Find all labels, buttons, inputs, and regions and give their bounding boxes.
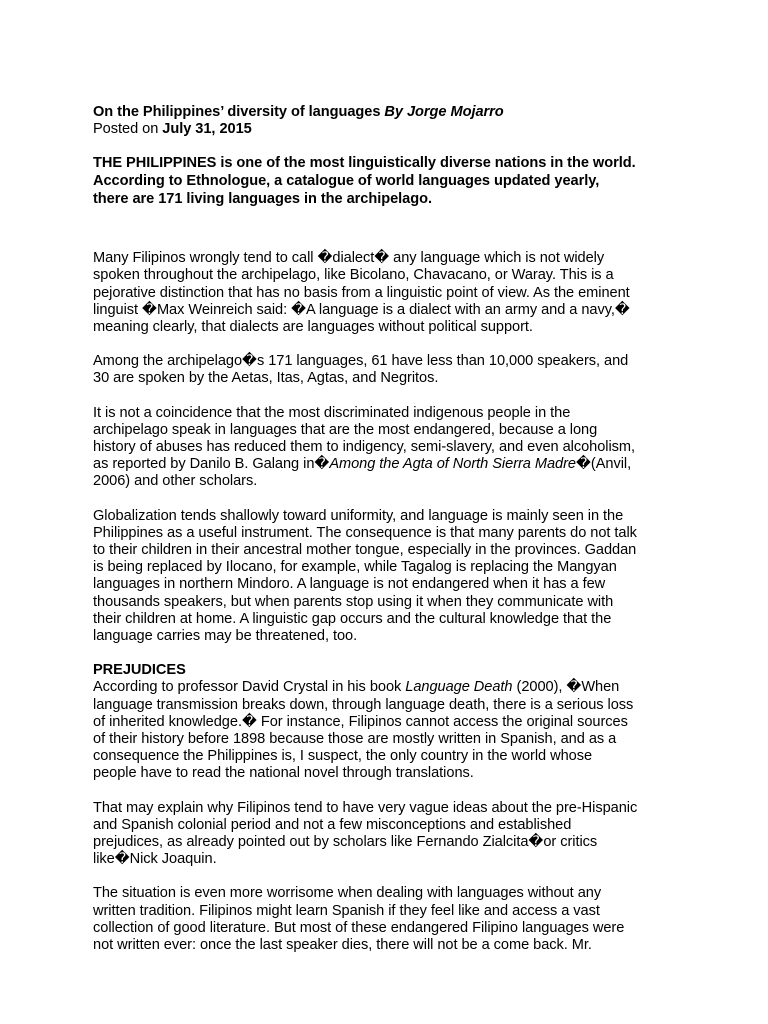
text-span: as reported by Danilo B. Galang in� — [93, 456, 330, 473]
paragraph-line: archipelago speak in languages that are the most endangered, because a long — [93, 421, 598, 438]
lead-line: THE PHILIPPINES is one of the most linguistically diverse nations in the world. — [93, 155, 636, 172]
paragraph-line: thousands speakers, but when parents stop using it when they communicate with — [93, 593, 614, 610]
book-title: Language Death — [405, 679, 513, 696]
paragraph-line: Among the archipelago�s 171 languages, 61 have less than 10,000 speakers, and — [93, 353, 629, 370]
paragraph-line: of inherited knowledge.� For instance, Filipinos cannot access the original sources — [93, 713, 628, 730]
paragraph-written-tradition — [93, 885, 693, 954]
paragraph-line: of their history before 1898 because those are mostly written in Spanish, and as a — [93, 731, 617, 748]
paragraph-line: their children at home. A linguistic gap occurs and the cultural knowledge that the — [93, 610, 612, 627]
paragraph-vague-ideas — [93, 800, 693, 869]
paragraph-line: not written ever: once the last speaker dies, there will not be a come back. Mr. — [93, 937, 592, 954]
paragraph-line: The situation is even more worrisome when dealing with languages without any — [93, 885, 602, 902]
paragraph-line: languages in northern Mindoro. A language is not endangered when it has a few — [93, 576, 606, 593]
paragraph-line: 30 are spoken by the Aetas, Itas, Agtas, and Negritos. — [93, 370, 439, 387]
paragraph-line: linguist �Max Weinreich said: �A language is a dialect with an army and a navy,� — [93, 301, 630, 318]
lead-line: According to Ethnologue, a catalogue of world languages updated yearly, — [93, 173, 600, 189]
text-span: According to professor David Crystal in his book — [93, 679, 406, 696]
paragraph-line — [93, 456, 693, 473]
paragraph-indigenous — [93, 405, 693, 491]
article-title: On the Philippines’ diversity of languages — [93, 104, 381, 120]
text-span: �(Anvil, — [576, 456, 632, 473]
paragraph-line: spoken throughout the archipelago, like Bicolano, Chavacano, or Waray. This is a — [93, 267, 614, 284]
paragraph-line: people have to read the national novel through translations. — [93, 765, 474, 782]
paragraph-line: is being replaced by Ilocano, for example, while Tagalog is replacing the Mangyan — [93, 559, 617, 576]
paragraph-line: Globalization tends shallowly toward uniformity, and language is mainly seen in the — [93, 507, 624, 524]
paragraph-line: to their children in their ancestral mother tongue, especially in the provinces. Gaddan — [93, 542, 637, 559]
paragraph-language-count — [93, 353, 693, 387]
paragraph-line: consequence the Philippines is, I suspect, the only country in the world whose — [93, 748, 593, 765]
posted-date: July 31, 2015 — [162, 121, 252, 138]
paragraph-line: Many Filipinos wrongly tend to call �dialect� any language which is not widely — [93, 250, 605, 267]
article-title-line — [93, 104, 693, 121]
paragraph-line — [93, 679, 693, 696]
paragraph-line: prejudices, as already pointed out by scholars like Fernando Zialcita�or critics — [93, 834, 598, 851]
paragraph-line: Philippines as a useful instrument. The consequence is that many parents do not talk — [93, 524, 637, 541]
paragraph-globalization — [93, 508, 693, 646]
posted-label: Posted on — [93, 121, 159, 138]
paragraph-line: It is not a coincidence that the most discriminated indigenous people in the — [93, 404, 571, 421]
paragraph-line: language transmission breaks down, through language death, there is a serious loss — [93, 696, 634, 713]
paragraph-line: written tradition. Filipinos might learn Spanish if they feel like and access a vast — [93, 902, 600, 919]
paragraph-dialects — [93, 250, 693, 336]
paragraph-crystal — [93, 679, 693, 782]
paragraph-line: collection of good literature. But most of these endangered Filipino languages were — [93, 919, 625, 936]
lead-paragraph — [93, 155, 693, 208]
paragraph-line: like�Nick Joaquin. — [93, 851, 217, 868]
paragraph-line: 2006) and other scholars. — [93, 473, 258, 490]
paragraph-line: and Spanish colonial period and not a few misconceptions and established — [93, 816, 572, 833]
lead-line: there are 171 living languages in the archipelago. — [93, 190, 432, 207]
book-title: Among the Agta of North Sierra Madre — [329, 456, 576, 473]
document-page — [93, 104, 693, 954]
posted-line — [93, 121, 693, 138]
paragraph-line: pejorative distinction that has no basis from a linguistic point of view. As the eminent — [93, 284, 630, 301]
paragraph-line: That may explain why Filipinos tend to have very vague ideas about the pre-Hispanic — [93, 799, 638, 816]
text-span: (2000), �When — [512, 679, 620, 696]
paragraph-line: history of abuses has reduced them to indigency, semi-slavery, and even alcoholism, — [93, 439, 636, 456]
article-byline: By Jorge Mojarro — [384, 104, 504, 120]
paragraph-line: meaning clearly, that dialects are languages without political support. — [93, 319, 533, 335]
section-heading: PREJUDICES — [93, 662, 186, 679]
paragraph-line: language carries may be threatened, too. — [93, 628, 358, 645]
